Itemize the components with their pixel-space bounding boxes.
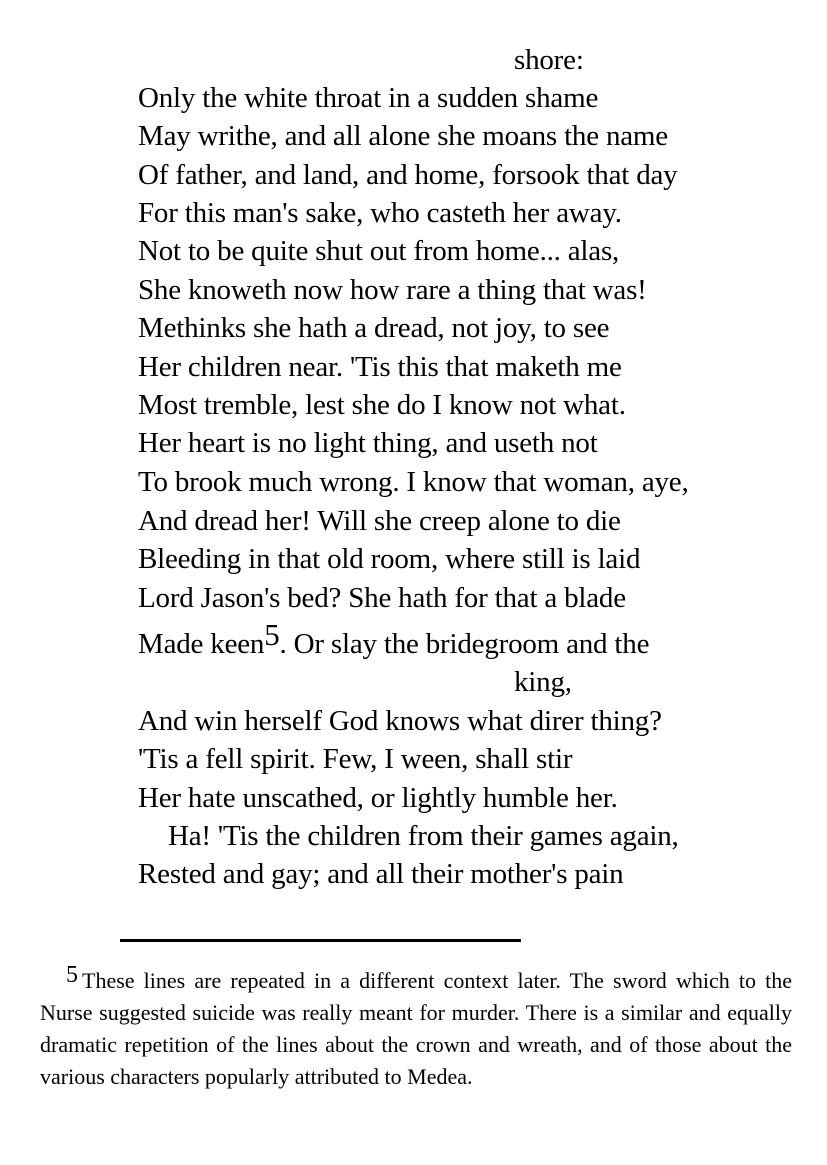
verse-line: Bleeding in that old room, where still is laid [138, 543, 641, 575]
verse-line: For this man's sake, who casteth her away. [138, 197, 622, 229]
verse-line: Rested and gay; and all their mother's pain [138, 858, 624, 890]
verse-line: Only the white throat in a sudden shame [138, 82, 599, 114]
verse-line: Her heart is no light thing, and useth not [138, 427, 598, 459]
verse-line: Of father, and land, and home, forsook that day [138, 159, 678, 191]
footnote [40, 962, 792, 1093]
footnote-reference[interactable]: 5 [264, 617, 280, 652]
verse-line: 'Tis a fell spirit. Few, I ween, shall stir [138, 743, 573, 775]
verse-line: And win herself God knows what direr thing? [138, 705, 662, 737]
verse-line: Her children near. 'Tis this that maketh me [138, 351, 622, 383]
verse-line: And dread her! Will she creep alone to die [138, 505, 621, 537]
verse-line: To brook much wrong. I know that woman, aye, [138, 466, 689, 498]
verse-line: Ha! 'Tis the children from their games again, [168, 820, 679, 852]
footnote-divider [120, 939, 521, 942]
verse-line: May writhe, and all alone she moans the name [138, 120, 668, 152]
footnote-text: These lines are repeated in a different context later. The sword which to the Nurse suggested suicide was really meant for murder. There is a similar and equally dramatic repetition of the lines about the crown and wreath, and of those about the various characters popularly attributed to Medea. [40, 968, 792, 1089]
verse-line: Lord Jason's bed? She hath for that a blade [138, 582, 626, 614]
verse-line: Methinks she hath a dread, not joy, to see [138, 312, 610, 344]
footnote-number: 5 [66, 962, 78, 988]
verse-line: She knoweth now how rare a thing that was! [138, 274, 647, 306]
verse-text: . Or slay the bridegroom and the [279, 628, 650, 660]
verse-line: king, [514, 666, 572, 698]
verse-line: Not to be quite shut out from home... alas, [138, 235, 620, 267]
verse-line: Most tremble, lest she do I know not what. [138, 389, 626, 421]
verse-text: Made keen [138, 628, 265, 660]
verse-line-with-footnote [138, 617, 650, 660]
verse-line: shore: [514, 44, 584, 76]
verse-line: Her hate unscathed, or lightly humble her. [138, 782, 618, 814]
